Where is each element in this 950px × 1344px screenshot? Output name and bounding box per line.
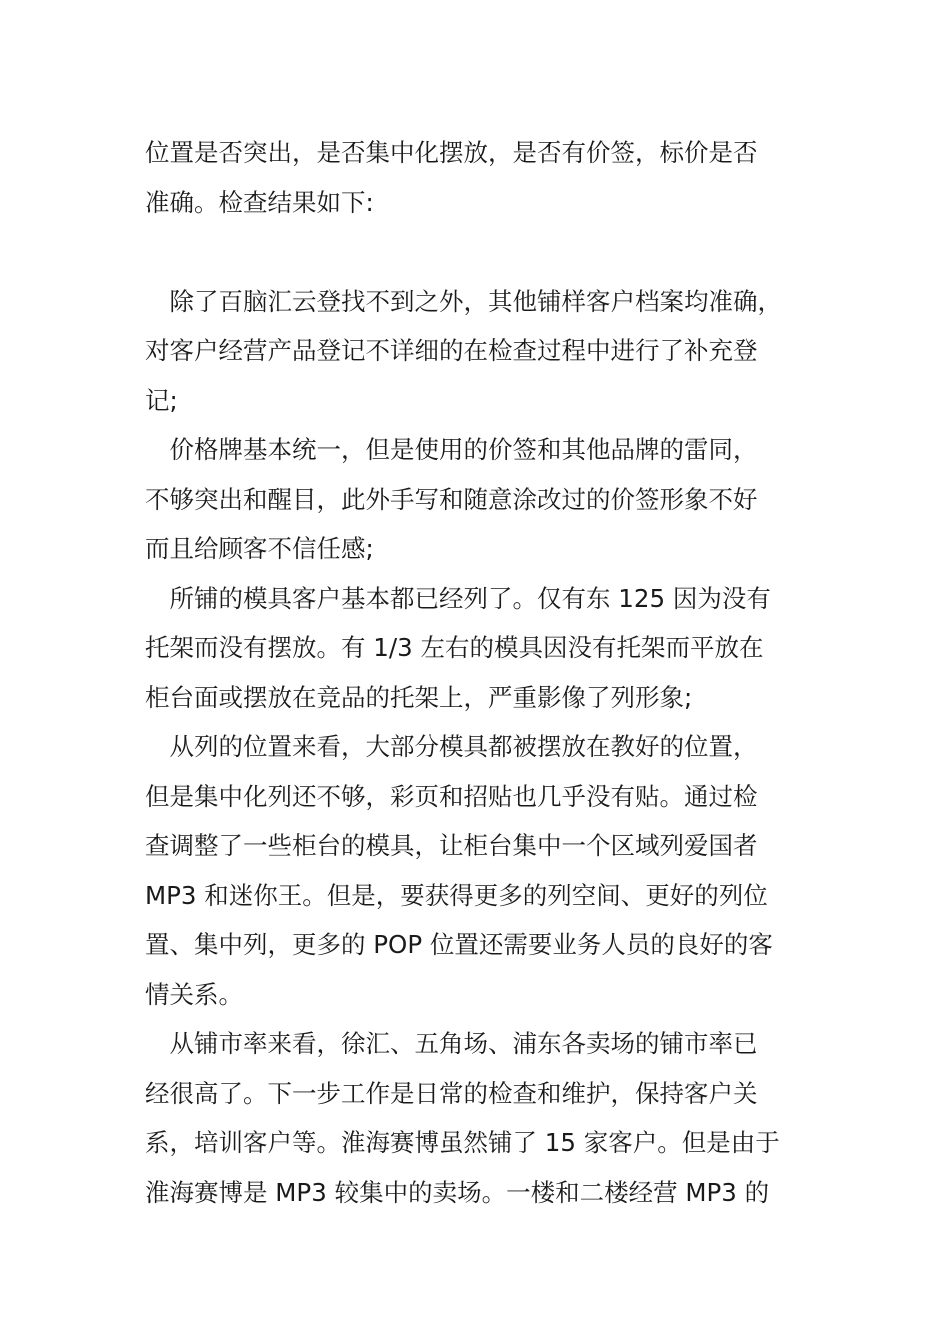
text-line: 置、集中列，更多的 POP 位置还需要业务人员的良好的客 — [145, 930, 773, 959]
blank-line — [145, 227, 810, 277]
text-line: 记; — [145, 385, 178, 415]
text-line: 而且给顾客不信任感; — [145, 534, 374, 563]
text-line: 对客户经营产品登记不详细的在检查过程中进行了补充登 — [145, 336, 758, 365]
text-line: 托架而没有摆放。有 1/3 左右的模具因没有托架而平放在 — [145, 633, 764, 662]
document-body — [145, 128, 810, 1217]
text-line: 从铺市率来看，徐汇、五角场、浦东各卖场的铺市率已 — [145, 1029, 758, 1058]
text-line: MP3 和迷你王。但是，要获得更多的列空间、更好的列位 — [145, 880, 768, 910]
text-line: 但是集中化列还不够，彩页和招贴也几乎没有贴。通过检 — [145, 781, 758, 811]
text-line: 淮海赛博是 MP3 较集中的卖场。一楼和二楼经营 MP3 的 — [145, 1177, 770, 1207]
text-line: 查调整了一些柜台的模具，让柜台集中一个区域列爱国者 — [145, 831, 758, 860]
text-line: 准确。检查结果如下: — [145, 187, 374, 217]
text-line: 从列的位置来看，大部分模具都被摆放在教好的位置， — [145, 732, 758, 761]
text-line: 除了百脑汇云登找不到之外，其他铺样客户档案均准确， — [145, 286, 782, 316]
text-line: 柜台面或摆放在竞品的托架上，严重影像了列形象; — [145, 682, 693, 712]
text-line: 经很高了。下一步工作是日常的检查和维护，保持客户关 — [145, 1078, 758, 1108]
text-line: 情关系。 — [145, 979, 243, 1009]
text-line: 系，培训客户等。淮海赛博虽然铺了 15 家客户。但是由于 — [145, 1128, 780, 1157]
text-line: 位置是否突出，是否集中化摆放，是否有价签，标价是否 — [145, 138, 758, 167]
text-line: 不够突出和醒目，此外手写和随意涂改过的价签形象不好 — [145, 484, 758, 514]
text-line: 所铺的模具客户基本都已经列了。仅有东 125 因为没有 — [145, 583, 771, 613]
text-line: 价格牌基本统一，但是使用的价签和其他品牌的雷同， — [145, 435, 758, 464]
